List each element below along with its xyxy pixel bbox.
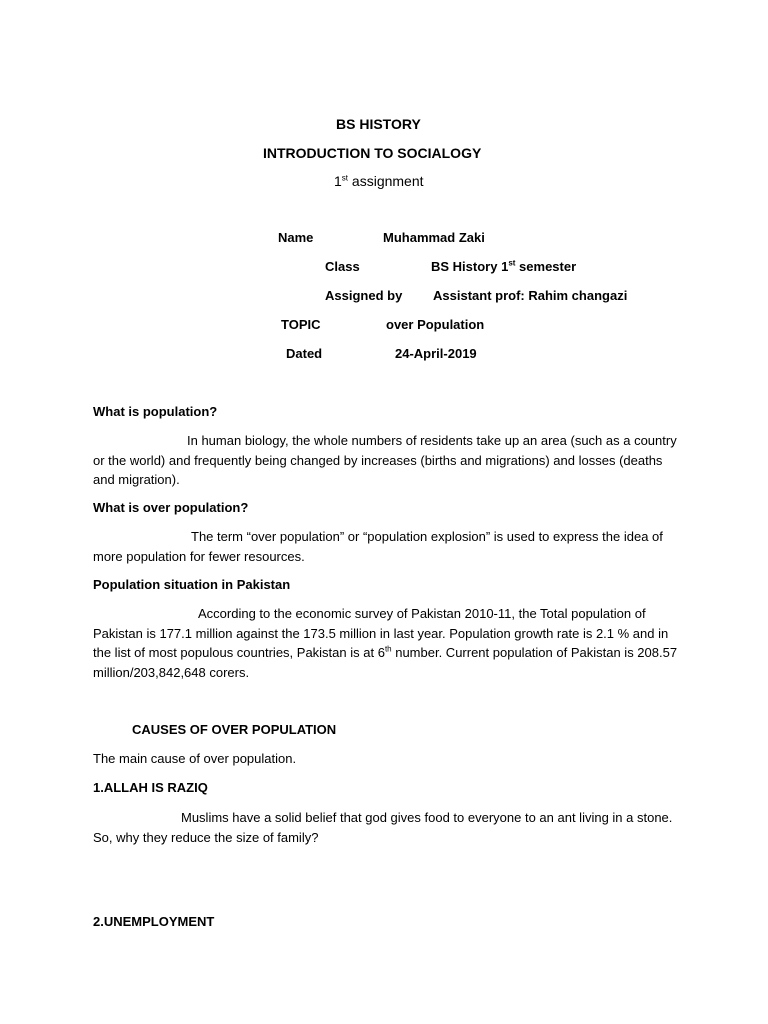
over-population-heading: What is over population? bbox=[93, 500, 249, 515]
population-heading: What is population? bbox=[93, 404, 218, 419]
class-label: Class bbox=[325, 259, 360, 274]
assigned-by-label: Assigned by bbox=[325, 288, 403, 303]
assignment-label: 1st assignment bbox=[334, 173, 424, 189]
course-title: BS HISTORY bbox=[336, 116, 421, 132]
dated-value: 24-April-2019 bbox=[395, 346, 477, 361]
population-paragraph: In human biology, the whole numbers of residents take up an area (such as a country or the world) and frequently being changed by increases (births and migrations) and losses (deaths and migration). bbox=[93, 433, 677, 487]
pakistan-paragraph: According to the economic survey of Pakistan 2010-11, the Total population of Pakistan is 177.1 million against the 173.5 million in last year. Population growth rate is 2.1 % and in the list of most populous countries, Pakistan is at 6th number. Current population of Pakistan is 208.57 million/203,842,648 corers. bbox=[93, 606, 678, 680]
topic-value: over Population bbox=[386, 317, 485, 332]
cause-1-paragraph: Muslims have a solid belief that god gives food to everyone to an ant living in a stone. So, why they reduce the size of family? bbox=[93, 810, 673, 845]
assigned-by-value: Assistant prof: Rahim changazi bbox=[433, 288, 628, 303]
class-value: BS History 1st semester bbox=[431, 258, 577, 274]
name-label: Name bbox=[278, 230, 314, 245]
over-population-paragraph: The term “over population” or “population explosion” is used to express the idea of more population for fewer resources. bbox=[93, 529, 663, 564]
causes-intro: The main cause of over population. bbox=[93, 751, 297, 766]
cause-2-heading: 2.UNEMPLOYMENT bbox=[93, 914, 215, 929]
topic-label: TOPIC bbox=[281, 317, 321, 332]
causes-heading: CAUSES OF OVER POPULATION bbox=[132, 722, 337, 737]
dated-label: Dated bbox=[286, 346, 323, 361]
subject-title: INTRODUCTION TO SOCIALOGY bbox=[263, 145, 482, 161]
pakistan-heading: Population situation in Pakistan bbox=[93, 577, 291, 592]
name-value: Muhammad Zaki bbox=[383, 230, 485, 245]
cause-1-heading: 1.ALLAH IS RAZIQ bbox=[93, 780, 208, 795]
